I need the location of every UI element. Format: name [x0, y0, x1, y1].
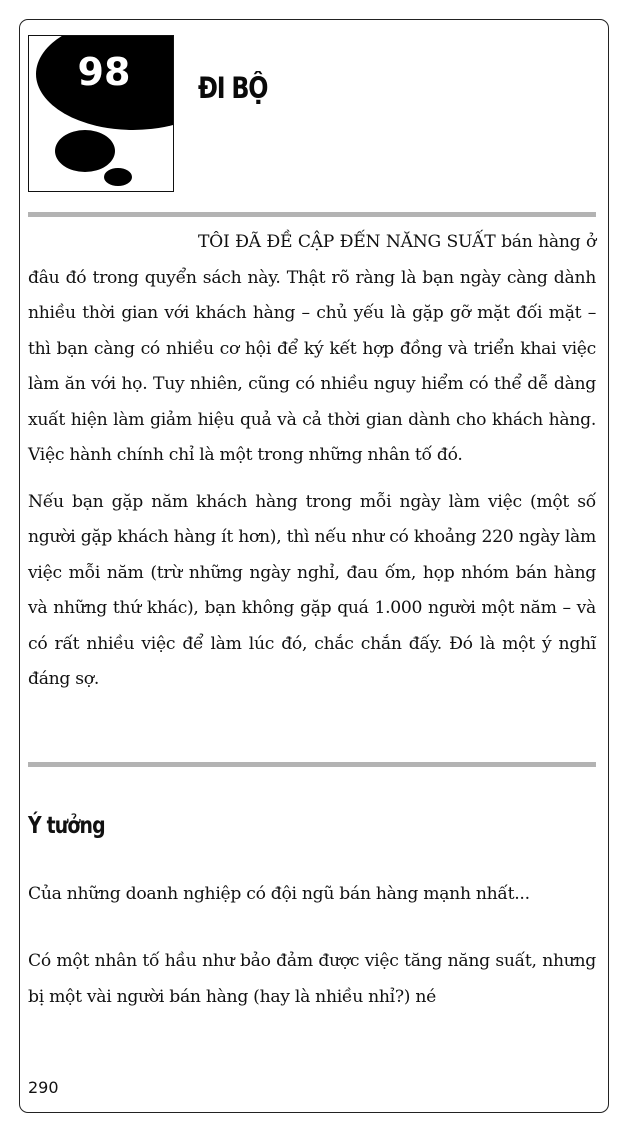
intro-paragraph-1: [28, 225, 596, 474]
top-divider: [28, 212, 596, 217]
chapter-number: 98: [77, 50, 131, 94]
idea-lead-text: Của những doanh nghiệp có đội ngũ bán hàng mạnh nhất...: [28, 884, 530, 904]
chapter-title: ĐI BỘ: [198, 71, 268, 105]
idea-heading: Ý tưởng: [28, 813, 105, 839]
page-number: 290: [28, 1078, 59, 1097]
middle-divider: [28, 762, 596, 767]
idea-body-text: Có một nhân tố hầu như bảo đảm được việc tăng năng suất, nhưng bị một vài người bán hàng (hay là nhiều nhỉ?) né: [28, 951, 596, 1007]
intro-paragraph-1-text: bán hàng ở đâu đó trong quyển sách này. Thật rõ ràng là bạn ngày càng dành nhiều thời gian với khách hàng – chủ yếu là gặp gỡ mặt đối mặt – thì bạn càng có nhiều cơ hội để ký kết hợp đồng và triển khai việc làm ăn với họ. Tuy nhiên, cũng có nhiều nguy hiểm có thể dễ dàng xuất hiện làm giảm hiệu quả và cả thời gian dành cho khách hàng. Việc hành chính chỉ là một trong những nhân tố đó.: [28, 232, 596, 465]
idea-body-section: [28, 944, 596, 1015]
intro-section: [28, 225, 596, 698]
intro-paragraph-2: Nếu bạn gặp năm khách hàng trong mỗi ngày làm việc (một số người gặp khách hàng ít hơn), thì nếu như có khoảng 220 ngày làm việc mỗi năm (trừ những ngày nghỉ, đau ốm, họp nhóm bán hàng và những thứ khác), bạn không gặp quá 1.000 người một năm – và có rất nhiều việc để làm lúc đó, chắc chắn đấy. Đó là một ý nghĩ đáng sợ.: [28, 491, 596, 689]
intro-lead-caps: TÔI ĐÃ ĐỀ CẬP ĐẾN NĂNG SUẤT: [198, 232, 496, 252]
